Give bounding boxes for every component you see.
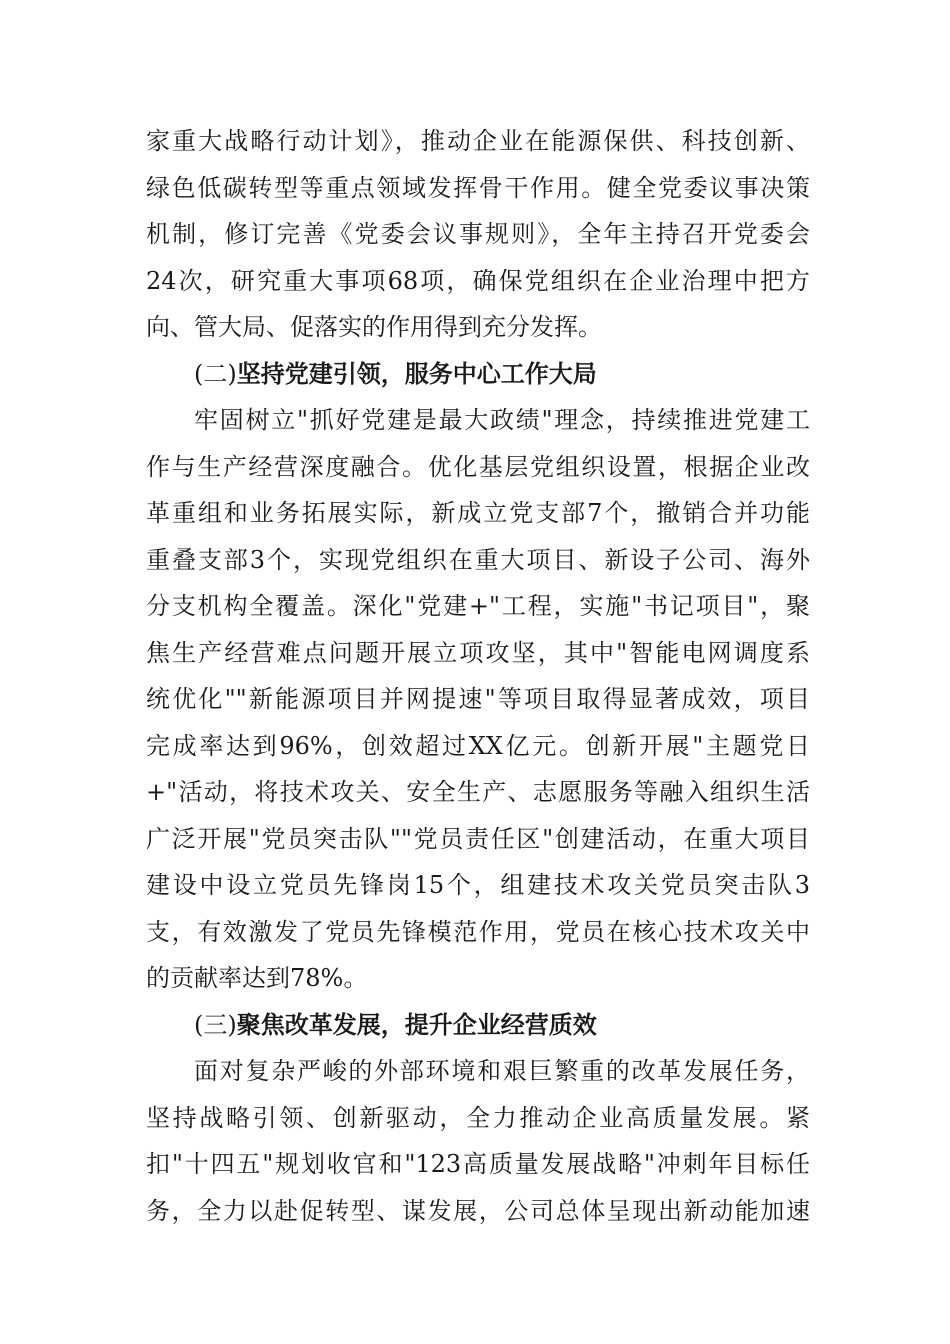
section-heading-3 (146, 1002, 810, 1049)
paragraph-line: 扣"十四五"规划收官和"123高质量发展战略"冲刺年目标任 (146, 1150, 810, 1178)
paragraph-line: 牢固树立"抓好党建是最大政绩"理念，持续推进党建工 (194, 406, 810, 434)
paragraph-line: 面对复杂严峻的外部环境和艰巨繁重的改革发展任务， (194, 1057, 810, 1085)
document-body (146, 118, 810, 1234)
section-heading-title: 聚焦改革发展，提升企业经营质效 (236, 1009, 597, 1039)
paragraph-line: 统优化""新能源项目并网提速"等项目取得显著成效，项目 (146, 685, 810, 713)
paragraph-line: 的贡献率达到78%。 (146, 964, 368, 992)
paragraph-line: 向、管大局、促落实的作用得到充分发挥。 (146, 313, 602, 341)
paragraph-line: 家重大战略行动计划》，推动企业在能源保供、科技创新、 (146, 127, 810, 155)
paragraph-line: 作与生产经营深度融合。优化基层党组织设置，根据企业改 (146, 452, 810, 481)
paragraph-line: 广泛开展"党员突击队""党员责任区"创建活动，在重大项目 (146, 824, 810, 853)
paragraph-line: 革重组和业务拓展实际，新成立党支部7个，撤销合并功能 (146, 499, 810, 527)
paragraph-line: 分支机构全覆盖。深化"党建+"工程，实施"书记项目"，聚 (146, 592, 810, 620)
paragraph-line: +"活动，将技术攻关、安全生产、志愿服务等融入组织生活 (146, 778, 810, 806)
paragraph-line: 完成率达到96%，创效超过XX亿元。创新开展"主题党日 (146, 731, 810, 760)
paragraph-line: 务，全力以赴促转型、谋发展，公司总体呈现出新动能加速 (146, 1196, 810, 1225)
paragraph-line: 支，有效激发了党员先锋模范作用，党员在核心技术攻关中 (146, 917, 810, 946)
paragraph-line: 绿色低碳转型等重点领域发挥骨干作用。健全党委议事决策 (146, 173, 810, 202)
paragraph-line: 建设中设立党员先锋岗15个，组建技术攻关党员突击队3 (146, 871, 810, 899)
paragraph-line: 24次，研究重大事项68项，确保党组织在企业治理中把方 (146, 266, 810, 295)
paragraph-line: 坚持战略引领、创新驱动，全力推动企业高质量发展。紧 (146, 1103, 810, 1132)
section-heading-number: (三) (194, 1010, 237, 1039)
paragraph-line: 重叠支部3个，实现党组织在重大项目、新设子公司、海外 (146, 545, 810, 574)
section-heading-title: 坚持党建引领，服务中心工作大局 (236, 358, 597, 388)
section-heading-2 (146, 351, 810, 398)
section-heading-number: (二) (194, 359, 237, 388)
paragraph-line: 焦生产经营难点问题开展立项攻坚，其中"智能电网调度系 (146, 638, 810, 667)
paragraph-line: 机制，修订完善《党委会议事规则》，全年主持召开党委会 (146, 220, 810, 248)
